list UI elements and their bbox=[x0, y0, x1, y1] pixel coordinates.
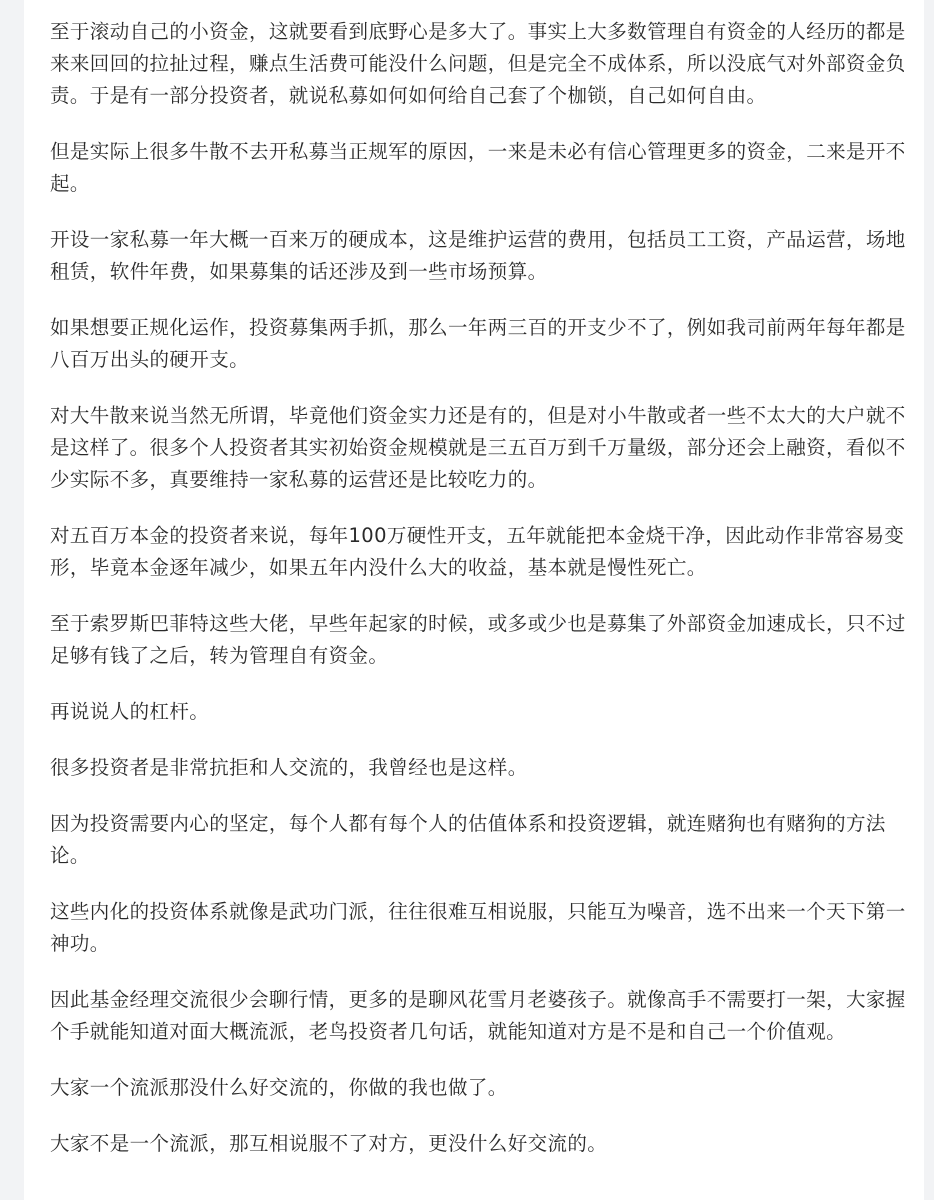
paragraph: 但是实际上很多牛散不去开私募当正规军的原因，一来是未必有信心管理更多的资金，二来是开不起。 bbox=[50, 140, 906, 195]
page-card bbox=[24, 0, 924, 1200]
paragraph: 这些内化的投资体系就像是武功门派，往往很难互相说服，只能互为噪音，选不出来一个天下第一神功。 bbox=[50, 900, 906, 955]
paragraph: 对五百万本金的投资者来说，每年100万硬性开支，五年就能把本金烧干净，因此动作非常容易变形，毕竟本金逐年减少，如果五年内没什么大的收益，基本就是慢性死亡。 bbox=[50, 524, 905, 579]
paragraph: 至于索罗斯巴菲特这些大佬，早些年起家的时候，或多或少也是募集了外部资金加速成长，只不过足够有钱了之后，转为管理自有资金。 bbox=[50, 612, 906, 667]
article-body bbox=[50, 16, 910, 1184]
paragraph: 至于滚动自己的小资金，这就要看到底野心是多大了。事实上大多数管理自有资金的人经历的都是来来回回的拉扯过程，赚点生活费可能没什么问题，但是完全不成体系，所以没底气对外部资金负责。于是有一部分投资者，就说私募如何如何给自己套了个枷锁，自己如何自由。 bbox=[50, 20, 906, 107]
paragraph: 很多投资者是非常抗拒和人交流的，我曾经也是这样。 bbox=[50, 756, 528, 779]
paragraph: 大家不是一个流派，那互相说服不了对方，更没什么好交流的。 bbox=[50, 1132, 608, 1155]
paragraph: 因为投资需要内心的坚定，每个人都有每个人的估值体系和投资逻辑，就连赌狗也有赌狗的方法论。 bbox=[50, 812, 886, 867]
paragraph: 因此基金经理交流很少会聊行情，更多的是聊风花雪月老婆孩子。就像高手不需要打一架，大家握个手就能知道对面大概流派，老鸟投资者几句话，就能知道对方是不是和自己一个价值观。 bbox=[50, 988, 906, 1043]
paragraph: 大家一个流派那没什么好交流的，你做的我也做了。 bbox=[50, 1076, 508, 1099]
paragraph: 开设一家私募一年大概一百来万的硬成本，这是维护运营的费用，包括员工工资，产品运营，场地租赁，软件年费，如果募集的话还涉及到一些市场预算。 bbox=[50, 228, 906, 283]
paragraph: 再说说人的杠杆。 bbox=[50, 700, 210, 723]
paragraph: 对大牛散来说当然无所谓，毕竟他们资金实力还是有的，但是对小牛散或者一些不太大的大户就不是这样了。很多个人投资者其实初始资金规模就是三五百万到千万量级，部分还会上融资，看似不少实际不多，真要维持一家私募的运营还是比较吃力的。 bbox=[50, 404, 906, 491]
paragraph: 如果想要正规化运作，投资募集两手抓，那么一年两三百的开支少不了，例如我司前两年每年都是八百万出头的硬开支。 bbox=[50, 316, 906, 371]
